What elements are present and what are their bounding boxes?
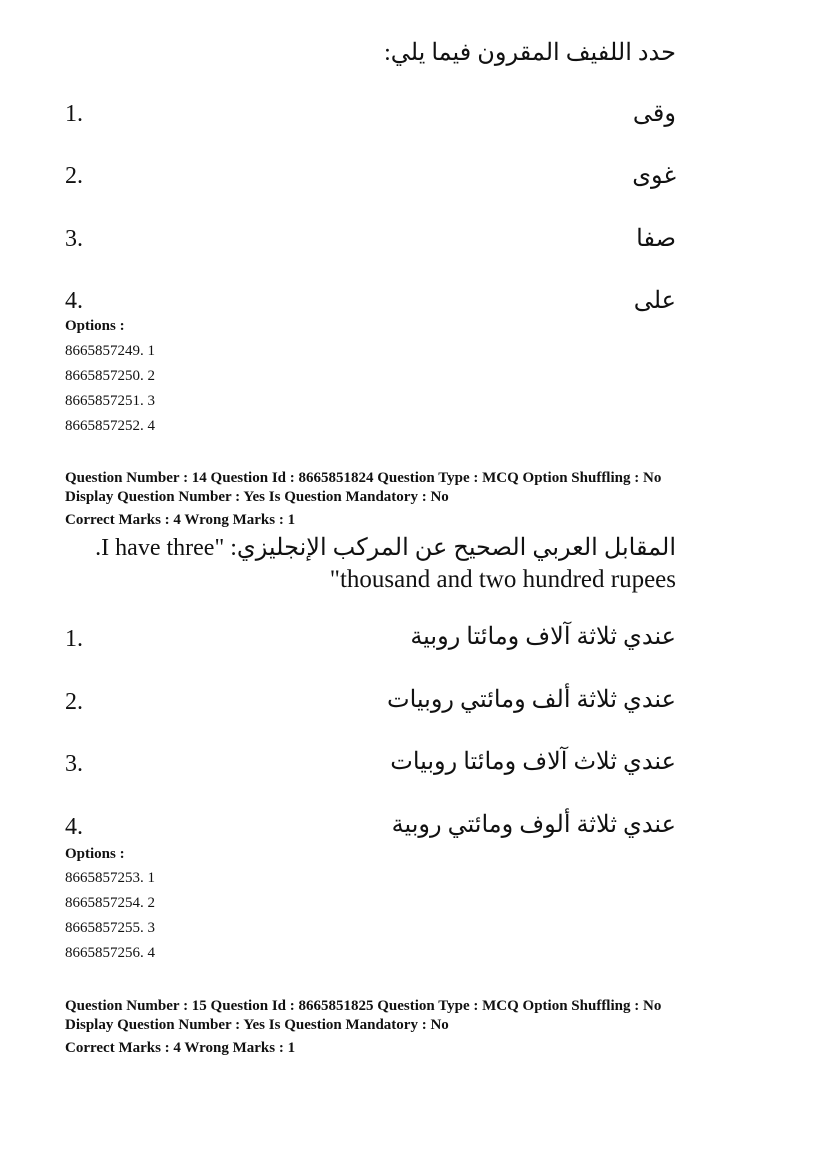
q14-question-line1: المقابل العربي الصحيح عن المركب الإنجليزي: "I have three. xyxy=(95,535,676,561)
item-number-3: 3. xyxy=(65,226,83,252)
q15-meta-line2: Display Question Number : Yes Is Question Mandatory : No xyxy=(65,1017,449,1033)
q14-item-text-4: عندي ثلاثة ألوف ومائتي روبية xyxy=(391,812,676,838)
q14-item-number-4: 4. xyxy=(65,814,83,840)
option-id-1: 8665857249. 1 xyxy=(65,343,155,359)
q14-item-text-3: عندي ثلاث آلاف ومائتا روبيات xyxy=(390,749,676,775)
question-13-text: حدد اللفيف المقرون فيما يلي: xyxy=(384,40,676,66)
q14-options-label: Options : xyxy=(65,846,125,862)
q14-item-text-2: عندي ثلاثة ألف ومائتي روبيات xyxy=(386,687,676,713)
q14-option-id-4: 8665857256. 4 xyxy=(65,945,155,961)
q14-option-id-2: 8665857254. 2 xyxy=(65,895,155,911)
q14-item-text-1: عندي ثلاثة آلاف ومائتا روبية xyxy=(410,624,676,650)
q14-item-number-3: 3. xyxy=(65,751,83,777)
q14-item-number-1: 1. xyxy=(65,626,83,652)
item-text-4: على xyxy=(633,288,676,314)
q15-marks: Correct Marks : 4 Wrong Marks : 1 xyxy=(65,1040,296,1056)
option-id-2: 8665857250. 2 xyxy=(65,368,155,384)
q14-question-line2: "thousand and two hundred rupees xyxy=(329,566,676,593)
q14-meta-line1: Question Number : 14 Question Id : 8665851824 Question Type : MCQ Option Shuffling : No xyxy=(65,470,662,486)
item-number-4: 4. xyxy=(65,288,83,314)
item-text-3: صفا xyxy=(636,226,676,252)
option-id-4: 8665857252. 4 xyxy=(65,418,155,434)
options-label: Options : xyxy=(65,318,125,334)
item-number-1: 1. xyxy=(65,101,83,127)
q14-marks: Correct Marks : 4 Wrong Marks : 1 xyxy=(65,512,296,528)
q15-meta-line1: Question Number : 15 Question Id : 8665851825 Question Type : MCQ Option Shuffling : No xyxy=(65,998,662,1014)
option-id-3: 8665857251. 3 xyxy=(65,393,155,409)
item-text-1: وقى xyxy=(632,101,676,127)
q14-meta-line2: Display Question Number : Yes Is Question Mandatory : No xyxy=(65,489,449,505)
q14-option-id-3: 8665857255. 3 xyxy=(65,920,155,936)
q14-option-id-1: 8665857253. 1 xyxy=(65,870,155,886)
item-text-2: غوى xyxy=(632,163,676,189)
q14-item-number-2: 2. xyxy=(65,689,83,715)
item-number-2: 2. xyxy=(65,163,83,189)
